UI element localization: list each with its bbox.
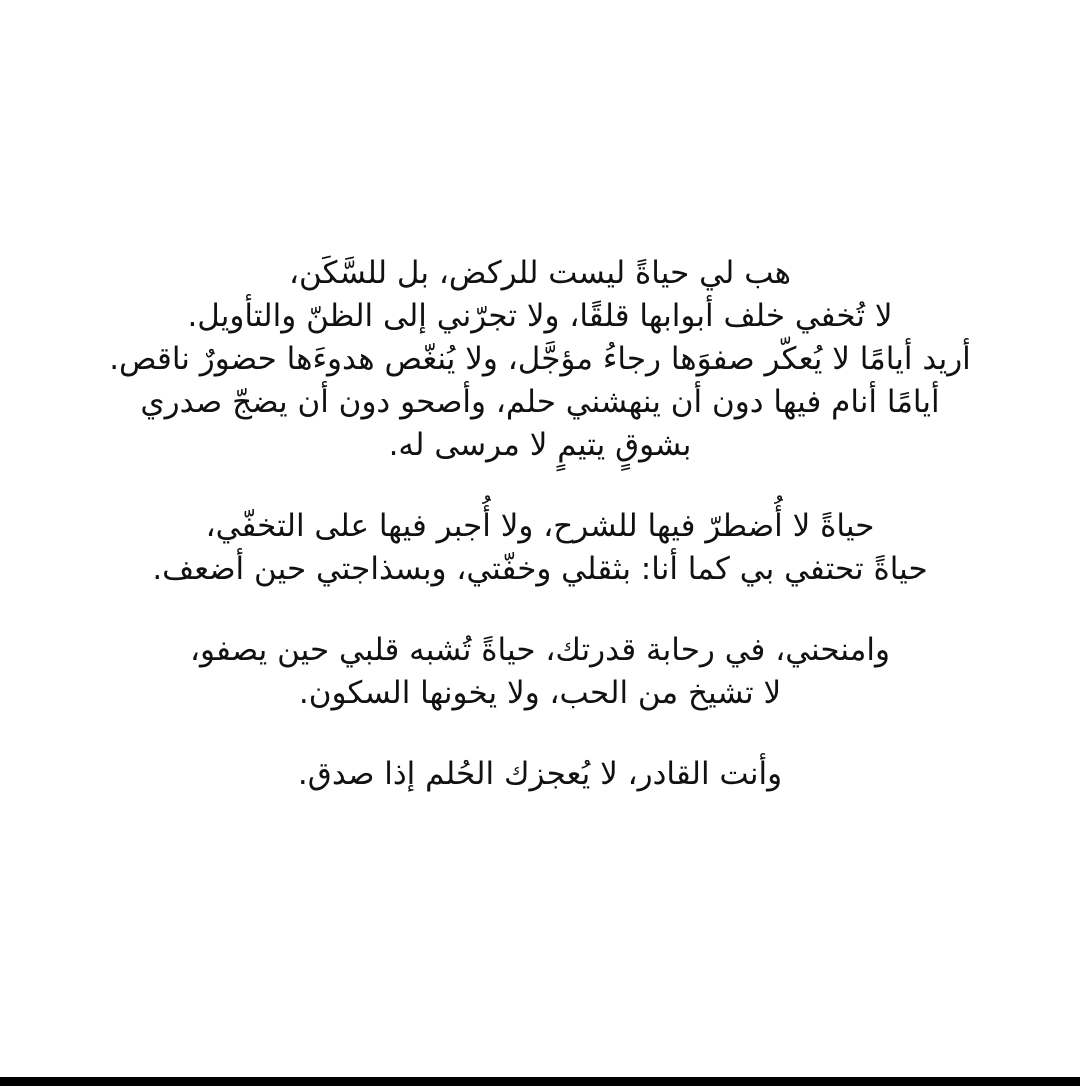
poem-line: أريد أيامًا لا يُعكّر صفوَها رجاءُ مؤجَّل، ولا يُنغّص هدوءَها حضورٌ ناقص. [109, 341, 971, 377]
poem-line: حياةً تحتفي بي كما أنا: بثقلي وخفّتي، وبسذاجتي حين أضعف. [152, 551, 928, 587]
stanza-2 [40, 505, 1040, 591]
poem-line: حياةً لا أُضطرّ فيها للشرح، ولا أُجبر فيها على التخفّي، [205, 508, 875, 544]
stanza-4 [40, 753, 1040, 796]
poem-line: وأنت القادر، لا يُعجزك الحُلم إذا صدق. [297, 756, 783, 792]
poem-line: هب لي حياةً ليست للركض، بل للسَّكَن، [288, 255, 792, 291]
bottom-bar [0, 1077, 1080, 1086]
poem-line: لا تُخفي خلف أبوابها قلقًا، ولا تجرّني إلى الظنّ والتأويل. [187, 298, 893, 334]
poem-line: لا تشيخ من الحب، ولا يخونها السكون. [298, 675, 782, 711]
stanza-1 [40, 252, 1040, 467]
poem-line: بشوقٍ يتيمٍ لا مرسى له. [388, 427, 692, 463]
poem-line: وامنحني، في رحابة قدرتك، حياةً تُشبه قلبي حين يصفو، [190, 632, 890, 668]
poem-line: أيامًا أنام فيها دون أن ينهشني حلم، وأصحو دون أن يضجّ صدري [140, 384, 940, 420]
stanza-3 [40, 629, 1040, 715]
poem-text [40, 252, 1040, 834]
